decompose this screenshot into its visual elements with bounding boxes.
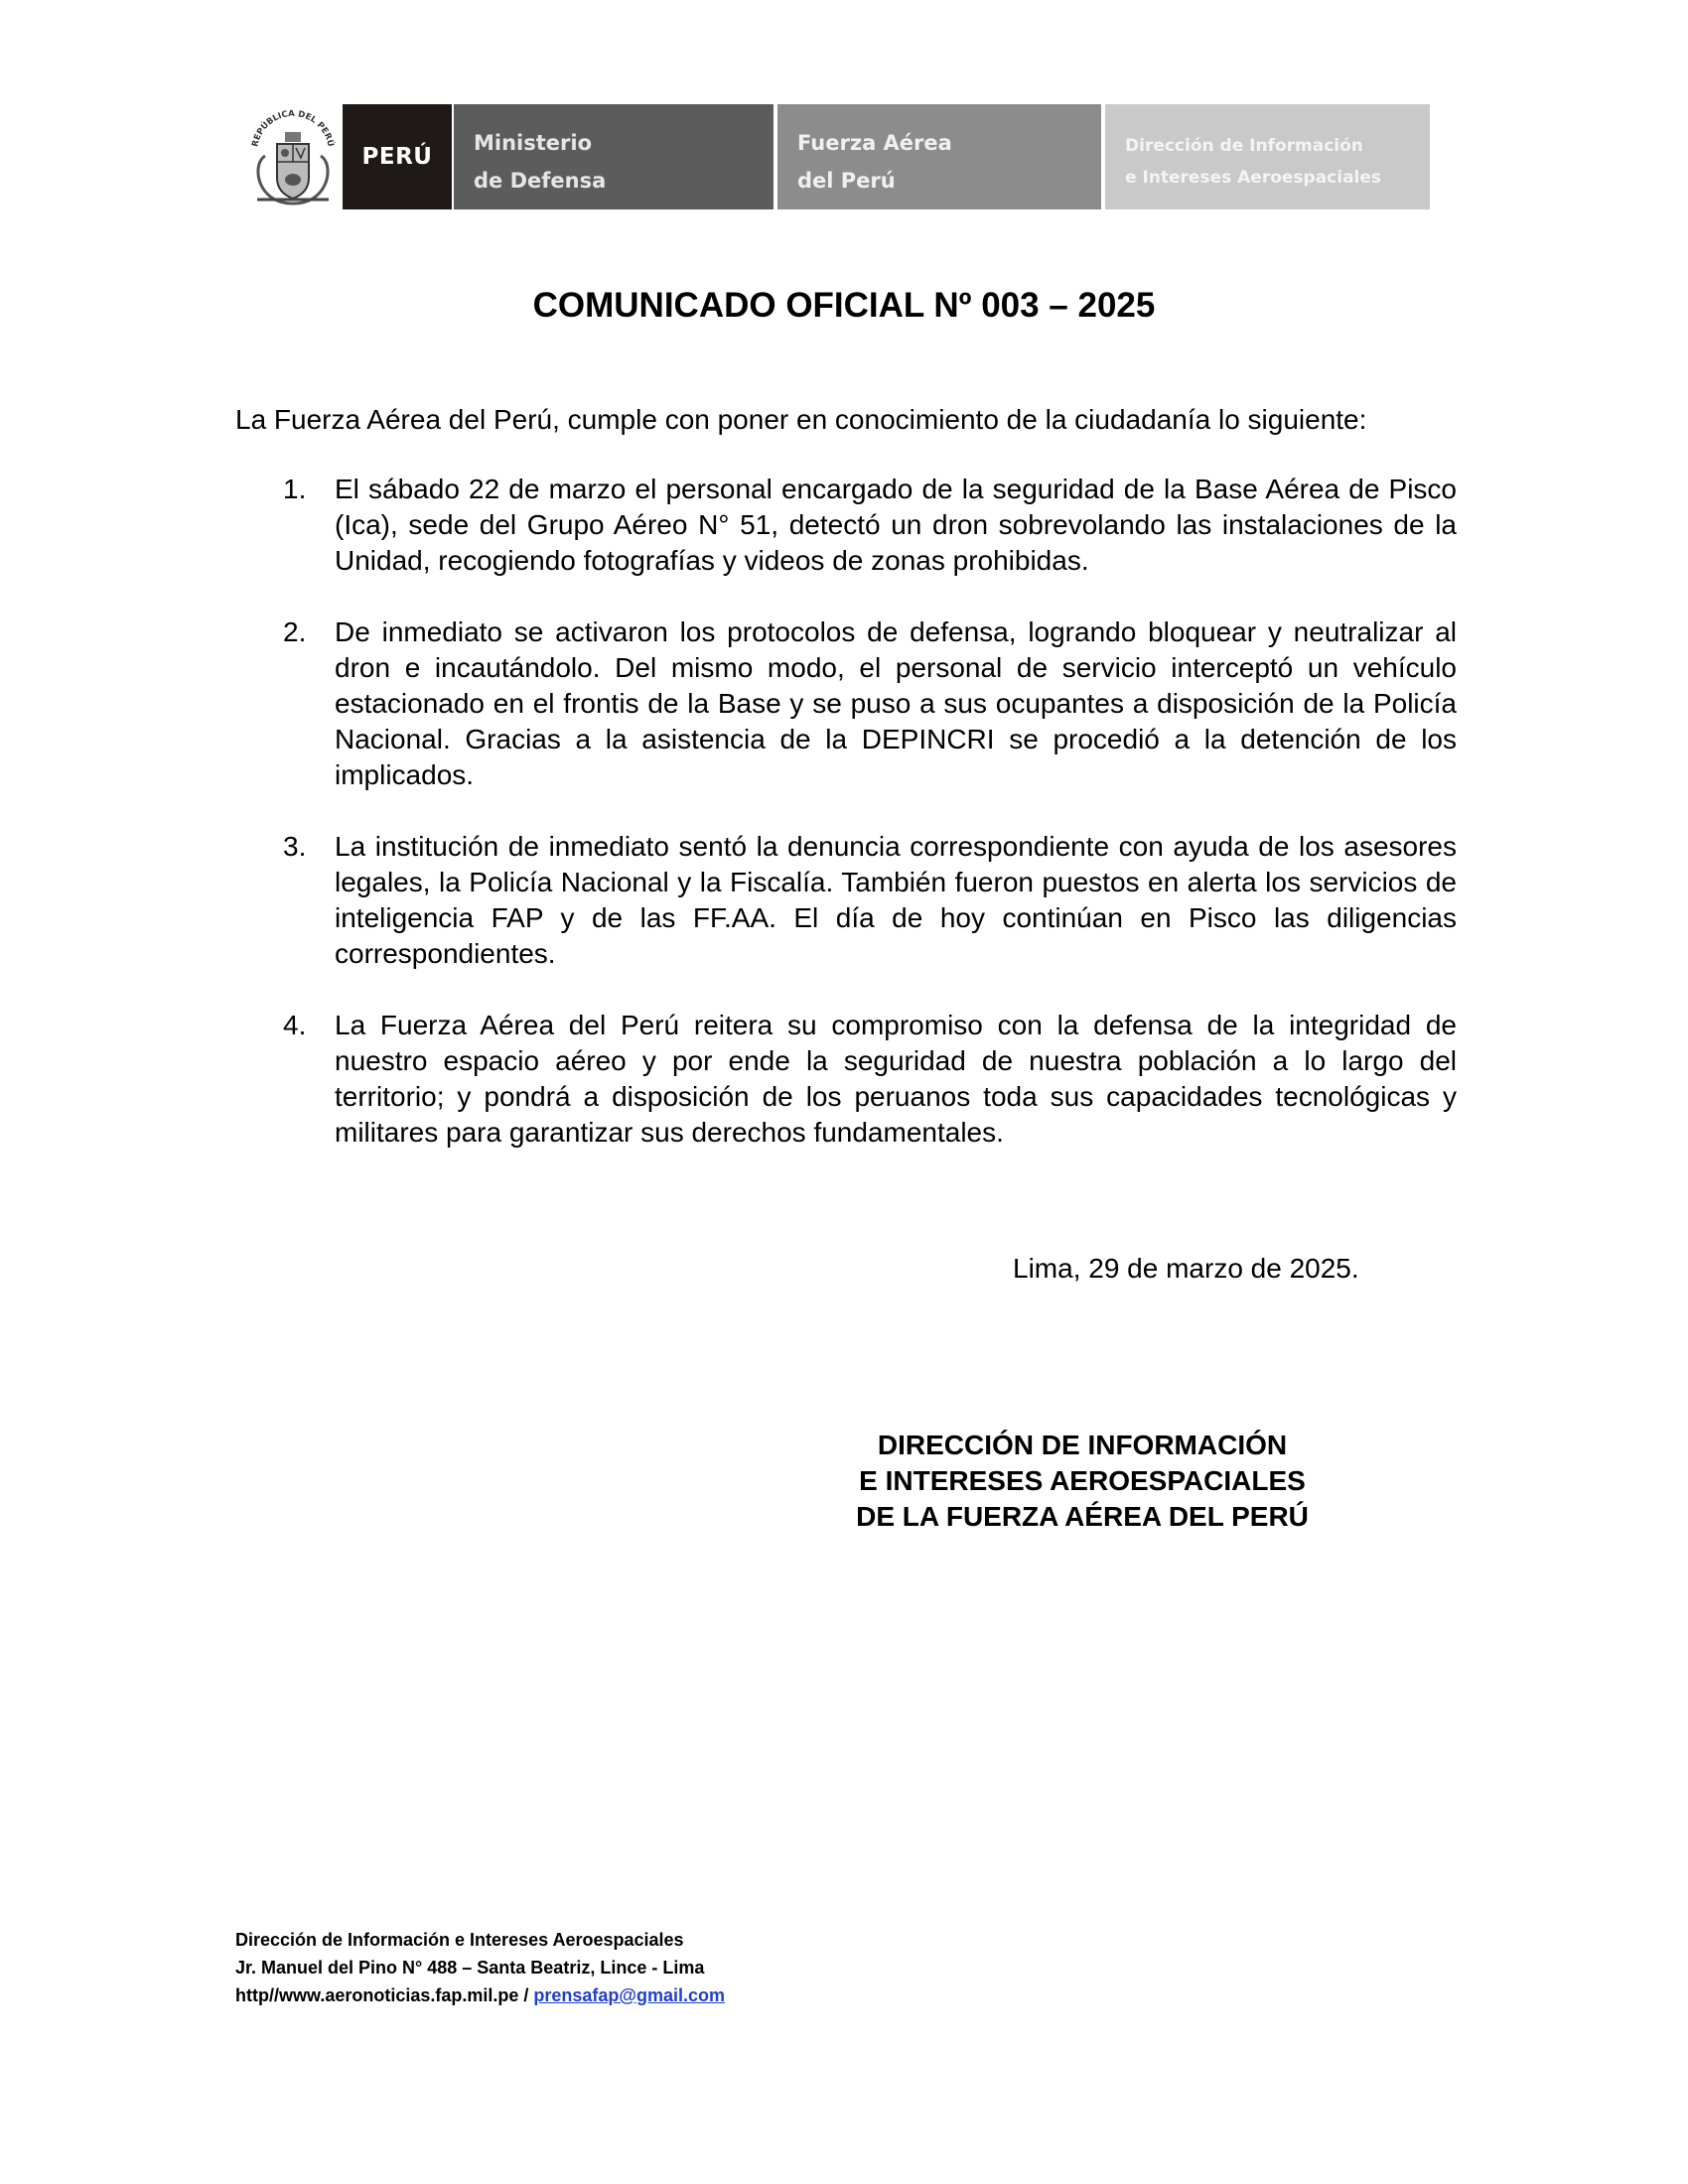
list-item xyxy=(235,614,1457,793)
item-number: 3. xyxy=(283,831,307,862)
item-number: 2. xyxy=(283,616,307,647)
signature-block: DIRECCIÓN DE INFORMACIÓN E INTERESES AEROESPACIALES DE LA FUERZA AÉREA DEL PERÚ xyxy=(856,1430,1309,1532)
item-text: De inmediato se activaron los protocolos de defensa, logrando bloquear y neutralizar al dron e incautándolo. Del mismo modo, el personal de servicio interceptó un vehículo estacionado en el frontis de la Base y se puso a sus ocupantes a disposición de la Policía Nacional. Gracias a la asistencia de la DEPINCRI se procedió a la detención de los implicados. xyxy=(335,616,1457,790)
document-title: COMUNICADO OFICIAL Nº 003 – 2025 xyxy=(532,286,1156,325)
list-item xyxy=(235,829,1457,972)
direccion-block: Dirección de Información e Intereses Aeroespaciales xyxy=(1105,104,1430,209)
footer-website: http//www.aeronoticias.fap.mil.pe / xyxy=(235,1985,534,2005)
list-item xyxy=(235,1008,1457,1151)
svg-text:REPÚBLICA DEL PERÚ xyxy=(250,109,337,148)
item-text: El sábado 22 de marzo el personal encargado de la seguridad de la Base Aérea de Pisco (Ica), sede del Grupo Aéreo N° 51, detectó un dron sobrevolando las instalaciones de la Unidad, recogiendo fotografías y videos de zonas prohibidas. xyxy=(335,474,1457,576)
item-number: 1. xyxy=(283,474,307,504)
crest-text: REPÚBLICA DEL PERÚ xyxy=(250,108,336,148)
fap-block: Fuerza Aérea del Perú xyxy=(777,104,1101,209)
list-item xyxy=(235,472,1457,579)
footer xyxy=(235,1926,725,2009)
email-link[interactable]: prensafap@gmail.com xyxy=(533,1985,725,2005)
item-text: La Fuerza Aérea del Perú reitera su compromiso con la defensa de la integridad de nuestro espacio aéreo y por ende la seguridad de nuestra población a lo largo del territorio; y pondrá a disposición de los peruanos toda sus capacidades tecnológicas y militares para garantizar sus derechos fundamentales. xyxy=(335,1010,1457,1148)
footer-address: Jr. Manuel del Pino N° 488 – Santa Beatriz, Lince - Lima xyxy=(235,1958,705,1978)
ministerio-block: Ministerio de Defensa xyxy=(454,104,774,209)
item-number: 4. xyxy=(283,1010,307,1040)
footer-org: Dirección de Información e Intereses Aeroespaciales xyxy=(235,1930,684,1950)
peru-label: PERÚ xyxy=(343,104,452,209)
numbered-list xyxy=(235,472,1457,1186)
coat-of-arms-icon xyxy=(243,104,343,209)
footer-contact xyxy=(235,1981,725,2009)
intro-paragraph: La Fuerza Aérea del Perú, cumple con poner en conocimiento de la ciudadanía lo siguiente: xyxy=(235,404,1367,435)
date-line: Lima, 29 de marzo de 2025. xyxy=(1013,1253,1359,1284)
header-band xyxy=(243,104,1430,209)
item-text: La institución de inmediato sentó la denuncia correspondiente con ayuda de los asesores legales, la Policía Nacional y la Fiscalía. También fueron puestos en alerta los servicios de inteligencia FAP y de las FF.AA. El día de hoy continúan en Pisco las diligencias correspondientes. xyxy=(335,831,1457,969)
